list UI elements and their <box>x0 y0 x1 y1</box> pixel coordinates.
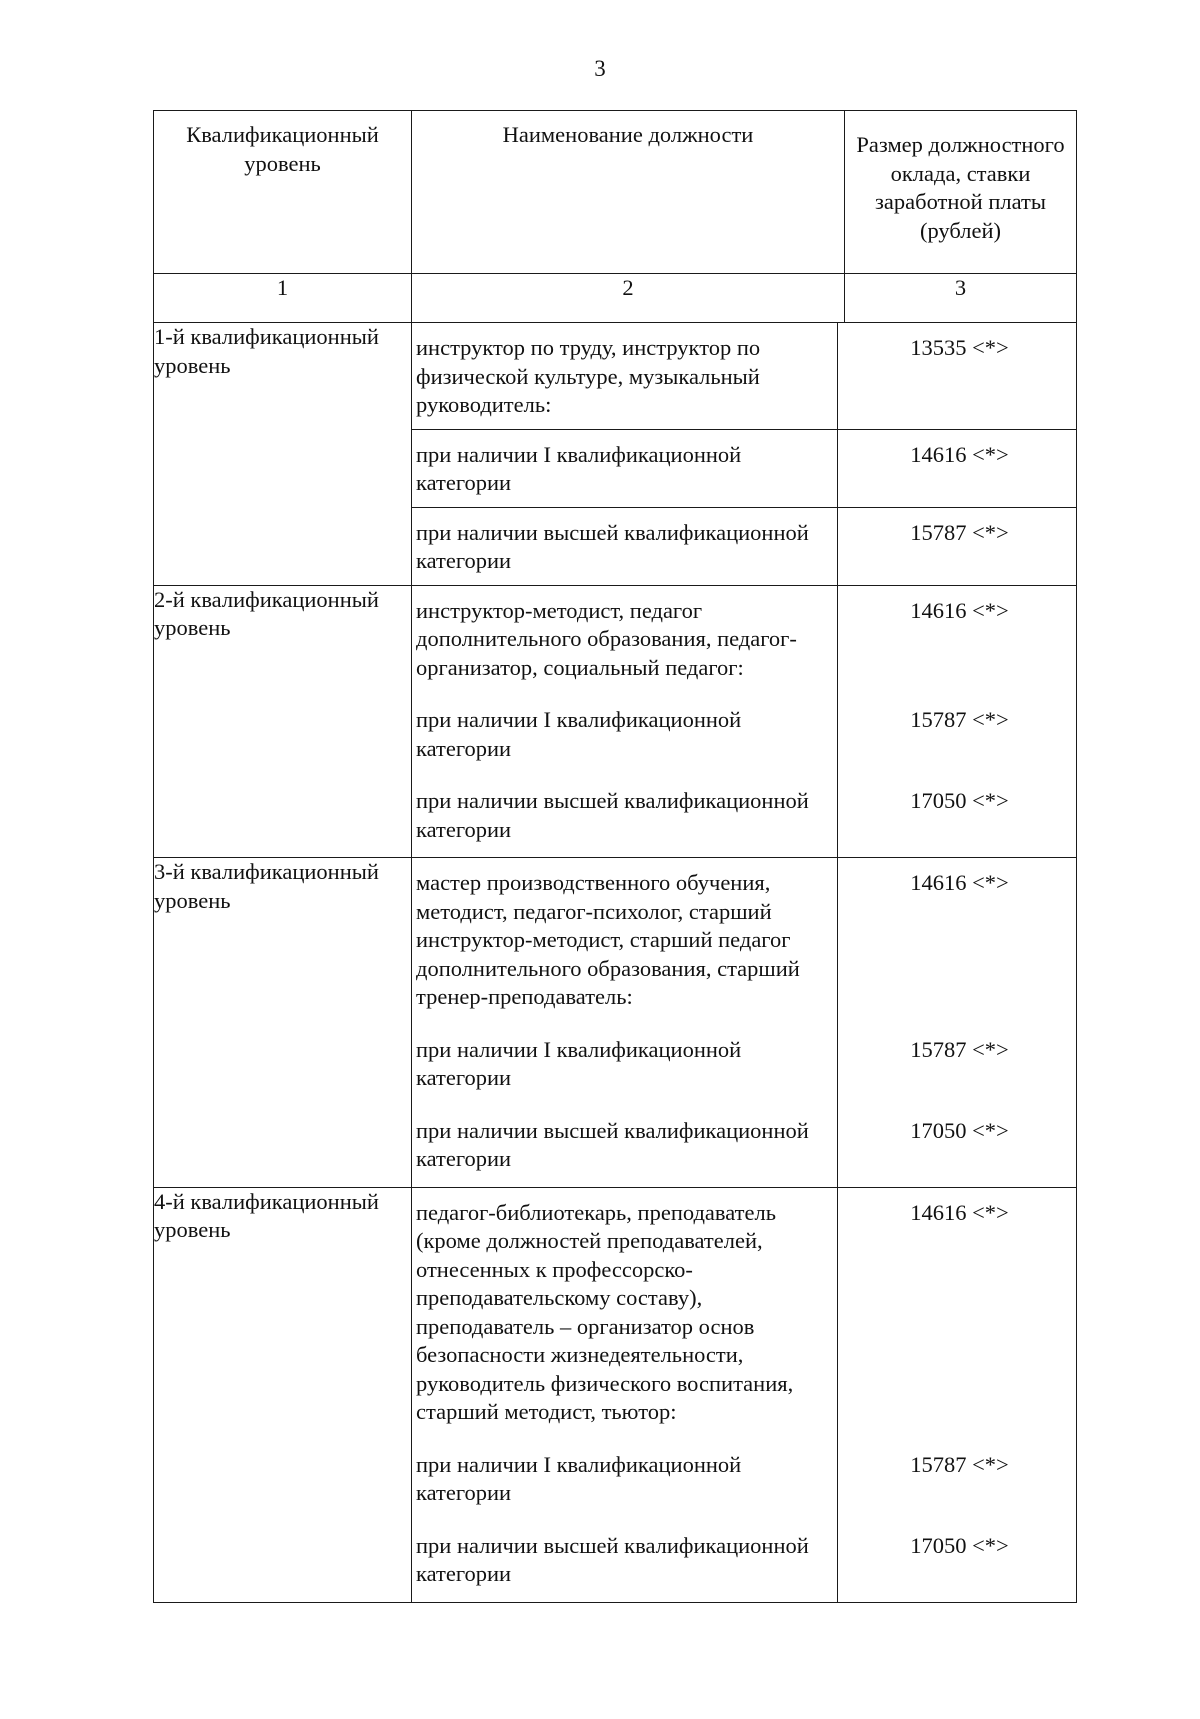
position-name: при наличии высшей квалификационной категории <box>416 788 809 842</box>
salary-value: 15787 <*> <box>837 695 1073 776</box>
position-name: педагог-библиотекарь, преподаватель (кроме должностей преподавателей, отнесенных к профессорско-преподавательскому составу), преподаватель – организатор основ безопасности жизнедеятельности, руководитель физического воспитания, старший методист, тьютор: <box>416 1199 794 1424</box>
position-entry <box>412 323 1076 430</box>
position-entry <box>412 508 1076 585</box>
position-name: мастер производственного обучения, методист, педагог-психолог, старший инструктор-методист, старший педагог дополнительного образования, старший тренер-преподаватель: <box>416 870 800 1009</box>
section-row <box>154 585 1077 858</box>
section-row <box>154 1187 1077 1602</box>
position-entry <box>412 695 1076 776</box>
position-name: при наличии I квалификационной категории <box>416 441 742 495</box>
column-number-3: 3 <box>845 274 1077 323</box>
qualification-level: 1-й квалификационный уровень <box>154 323 412 586</box>
section-entries <box>412 1187 1077 1602</box>
table-header-row <box>154 111 1077 274</box>
position-entry <box>412 1106 1076 1187</box>
position-name: при наличии I квалификационной категории <box>416 1036 742 1090</box>
salary-value: 17050 <*> <box>837 1521 1073 1602</box>
qualification-level: 4-й квалификационный уровень <box>154 1187 412 1602</box>
position-name: при наличии I квалификационной категории <box>416 1451 742 1505</box>
header-cell-position <box>412 111 845 274</box>
qualification-level: 3-й квалификационный уровень <box>154 858 412 1188</box>
column-number-row <box>154 274 1077 323</box>
salary-value: 15787 <*> <box>837 1440 1073 1521</box>
position-entry <box>412 776 1076 857</box>
position-name: при наличии высшей квалификационной категории <box>416 1117 809 1171</box>
section-row <box>154 323 1077 586</box>
position-entry <box>412 1521 1076 1602</box>
header-salary-text: Размер должностного оклада, ставки заработной платы (рублей) <box>856 132 1065 243</box>
position-name: при наличии высшей квалификационной категории <box>416 1532 809 1586</box>
salary-value: 15787 <*> <box>837 1025 1073 1106</box>
section-entries <box>412 323 1077 586</box>
position-entry <box>412 1188 1076 1440</box>
section-entries <box>412 858 1077 1188</box>
salary-value: 15787 <*> <box>837 508 1073 585</box>
header-level-text: Квалификационный уровень <box>186 122 379 176</box>
column-number-1: 1 <box>154 274 412 323</box>
position-name: при наличии высшей квалификационной категории <box>416 519 809 573</box>
position-name: при наличии I квалификационной категории <box>416 707 742 761</box>
salary-value: 17050 <*> <box>837 1106 1073 1187</box>
salary-value: 14616 <*> <box>837 858 1073 1025</box>
position-entry <box>412 858 1076 1025</box>
position-entry <box>412 1025 1076 1106</box>
salary-value: 14616 <*> <box>837 1188 1073 1440</box>
column-number-2: 2 <box>412 274 845 323</box>
header-cell-salary <box>845 111 1077 274</box>
salary-value: 14616 <*> <box>837 586 1073 696</box>
qualification-level: 2-й квалификационный уровень <box>154 585 412 858</box>
position-entry <box>412 430 1076 508</box>
salary-value: 17050 <*> <box>837 776 1073 857</box>
salary-value: 14616 <*> <box>837 430 1073 507</box>
position-entry <box>412 1440 1076 1521</box>
header-position-text: Наименование должности <box>502 122 754 147</box>
position-entry <box>412 586 1076 696</box>
header-cell-level <box>154 111 412 274</box>
salary-value: 13535 <*> <box>837 323 1073 429</box>
section-row <box>154 858 1077 1188</box>
salary-table <box>153 110 1077 1603</box>
section-entries <box>412 585 1077 858</box>
position-name: инструктор по труду, инструктор по физической культуре, музыкальный руководитель: <box>416 335 761 417</box>
page-number: 3 <box>594 56 606 81</box>
position-name: инструктор-методист, педагог дополнительного образования, педагог-организатор, социальный педагог: <box>416 597 797 680</box>
